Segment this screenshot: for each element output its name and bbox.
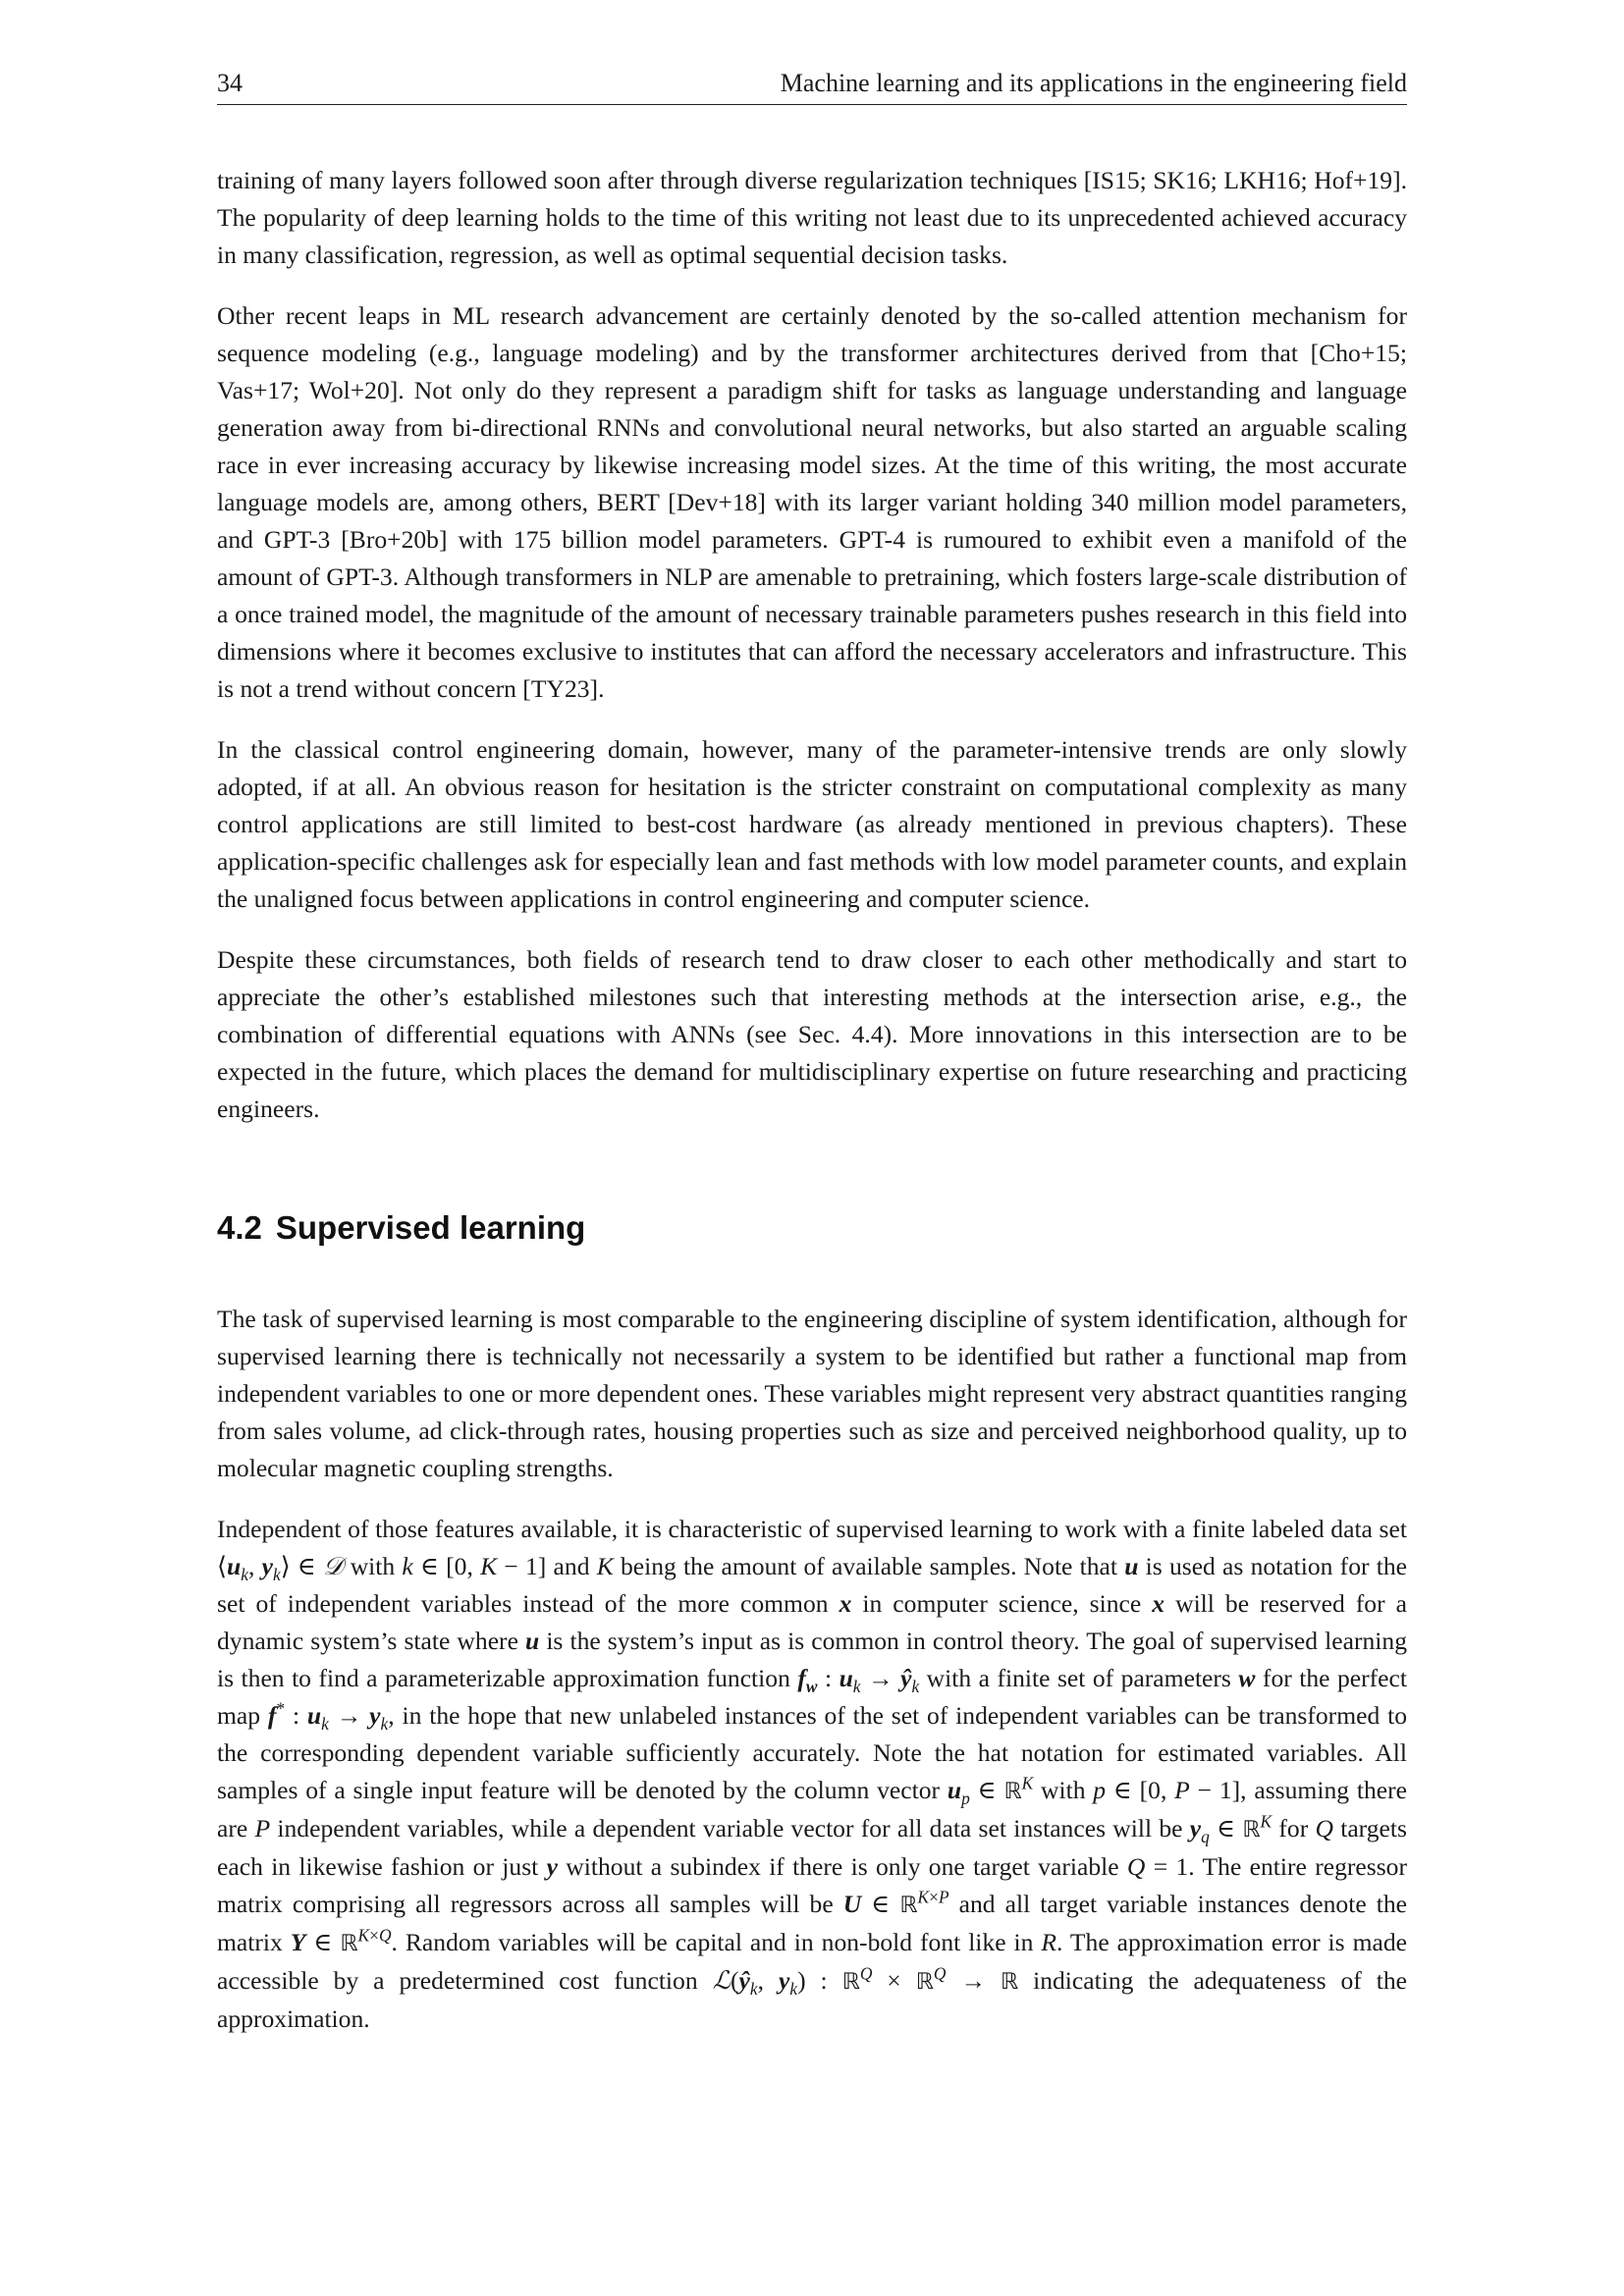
body-text bbox=[217, 162, 1407, 2038]
math-k-range: k ∈ [0, K − 1] bbox=[402, 1552, 547, 1580]
math-target-vector: $y_q$ ∈ ℝ$^K$ bbox=[1189, 1811, 1272, 1847]
math-dataset: $⟨u_k$, $y_k⟩$ ∈ 𝒟 bbox=[217, 1552, 344, 1585]
running-title: Machine learning and its applications in the engineering field bbox=[780, 69, 1407, 97]
running-header bbox=[217, 69, 1407, 105]
math-column-vector: $u_p$ ∈ ℝ$^K$ bbox=[947, 1773, 1034, 1809]
page bbox=[217, 69, 1407, 2061]
math-approx-function: $f_w$ : $u_k$ → $ŷ_k$ bbox=[797, 1664, 920, 1697]
math-target-matrix: Y ∈ ℝ$^{K\times Q}$ bbox=[290, 1925, 392, 1956]
paragraph-3: In the classical control engineering domain, however, many of the parameter-intensive trends are only slowly adopted, if at all. An obvious reason for hesitation is the stricter constraint on computational complexity as many control applications are still limited to best-cost hardware (as already mentioned in previous chapters). These application-specific challenges ask for especially lean and fast methods with low model parameter counts, and explain the unaligned focus between applications in control engineering and computer science. bbox=[217, 735, 1407, 913]
section-heading bbox=[217, 1208, 1407, 1248]
paragraph-5: The task of supervised learning is most comparable to the engineering discipline of system identification, although for supervised learning there is technically not necessarily a system to be identified but rather a functional map from independent variables to one or more dependent ones. These variables might represent very abstract quantities ranging from sales volume, ad click-through rates, housing properties such as size and perceived neighborhood quality, up to molecular magnetic coupling strengths. bbox=[217, 1305, 1407, 1482]
paragraph-4: Despite these circumstances, both fields of research tend to draw closer to each other methodically and start to appreciate the other’s established milestones such that interesting methods at the intersection arise, e.g., the combination of differential equations with ANNs (see Sec. 4.4). More innovations in this intersection are to be expected in the future, which places the demand for multidisciplinary expertise on future researching and practicing engineers. bbox=[217, 945, 1407, 1123]
page-number: 34 bbox=[217, 69, 243, 97]
math-regressor-matrix: U ∈ ℝ$^{K\times P}$ bbox=[842, 1887, 949, 1918]
paragraph-2: Other recent leaps in ML research advancement are certainly denoted by the so-called attention mechanism for sequence modeling (e.g., language modeling) and by the transformer architectures derived from that [Cho+15; Vas+17; Wol+20]. Not only do they represent a paradigm shift for tasks as language understanding and language generation away from bi-directional RNNs and convolutional neural networks, but also started an arguable scaling race in ever increasing accuracy by likewise increasing model sizes. At the time of this writing, the most accurate language models are, among others, BERT [Dev+18] with its larger variant holding 340 million model parameters, and GPT-3 [Bro+20b] with 175 billion model parameters. GPT-4 is rumoured to exhibit even a manifold of the amount of GPT-3. Although transformers in NLP are amenable to pretraining, which fosters large-scale distribution of a once trained model, the magnitude of the amount of necessary trainable parameters pushes research in this field into dimensions where it becomes exclusive to institutes that can afford the necessary accelerators and infrastructure. This is not a trend without concern [TY23]. bbox=[217, 301, 1407, 703]
section-title: Supervised learning bbox=[275, 1209, 586, 1246]
paragraph-1: training of many layers followed soon after through diverse regularization techniques [IS15; SK16; LKH16; Hof+19]. The popularity of deep learning holds to the time of this writing not least due to its unprecedented achieved accuracy in many classification, regression, as well as optimal sequential decision tasks. bbox=[217, 166, 1407, 269]
section-number: 4.2 bbox=[217, 1209, 262, 1246]
math-p-range: p ∈ [0, P − 1] bbox=[1093, 1776, 1241, 1804]
math-cost-function: $ℒ(ŷ_k$, $y_k$) : ℝ$^Q$ × ℝ$^Q$ → ℝ bbox=[712, 1963, 1019, 2000]
math-perfect-map: f* : $u_k \to y_k$ bbox=[267, 1698, 389, 1735]
math-q-equals-one: Q = 1 bbox=[1126, 1852, 1189, 1881]
paragraph-6: Independent of those features available, it is characteristic of supervised learning to work with a finite labeled data set $⟨u_k$, $y_k⟩$ ∈ 𝒟 with k ∈ [0, K − 1] and K being the amount of available samples. Note that u is used as notation for the set of independent variables instead of the more common x in computer science, since x will be reserved for a dynamic system’s state where u is the system’s input as is common in control theory. The goal of supervised learning is then to find a parameterizable approximation function $f_w$ : $u_k$ → $ŷ_k$ with a finite set of parameters w for the perfect map f* : $u_k \to y_k$, in the hope that new unlabeled instances of the set of independent variables can be transformed to the corresponding dependent variable sufficiently accurately. Note the hat notation for estimated variables. All samples of a single input feature will be denoted by the column vector $u_p$ ∈ ℝ$^K$ with p ∈ [0, P − 1], assuming there are P independent variables, while a dependent variable vector for all data set instances will be $y_q$ ∈ ℝ$^K$ for Q targets each in likewise fashion or just y without a subindex if there is only one target variable Q = 1. The entire regressor matrix comprising all regressors across all samples will be U ∈ ℝ$^{K\times P}$ and all target variable instances denote the matrix Y ∈ ℝ$^{K\times Q}$. Random variables will be capital and in non-bold font like in R. The approximation error is made accessible by a predetermined cost function $ℒ(ŷ_k$, $y_k$) : ℝ$^Q$ × ℝ$^Q$ → ℝ indicating the adequateness of the approximation. bbox=[217, 1515, 1408, 2033]
